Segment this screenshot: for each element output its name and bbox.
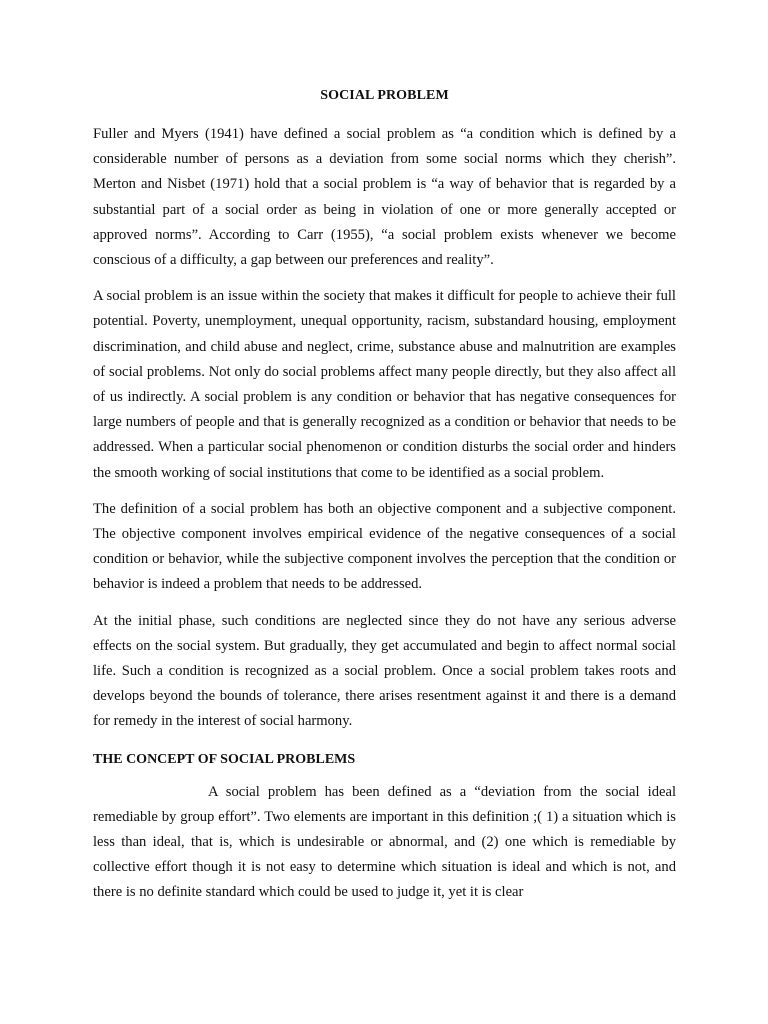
page-title: SOCIAL PROBLEM xyxy=(320,88,449,103)
section-heading: THE CONCEPT OF SOCIAL PROBLEMS xyxy=(93,751,356,767)
paragraph-examples: A social problem is an issue within the society that makes it difficult for people to achieve their full potential. Poverty, unemployment, unequal opportunity, racism, substandard housing, employment discrimination, and child abuse and neglect, crime, substance abuse and malnutrition are examples of social problems. Not only do social problems affect many people directly, but they also affect all of us indirectly. A social problem is any condition or behavior that has negative consequences for large numbers of people and that is generally recognized as a condition or behavior that needs to be addressed. When a particular social phenomenon or condition disturbs the social order and hinders the smooth working of social institutions that come to be identified as a social problem. xyxy=(93,288,676,481)
paragraph-concept: A social problem has been defined as a “deviation from the social ideal remediable by group effort”. Two elements are important in this definition ;( 1) a situation which is less than ideal, that is, which is undesirable or abnormal, and (2) one which is remediable by collective effort though it is not easy to determine which situation is ideal and which is not, and there is no definite standard which could be used to judge it, yet it is clear xyxy=(93,783,676,901)
document-body xyxy=(93,86,676,917)
paragraph-definitions: Fuller and Myers (1941) have defined a social problem as “a condition which is defined by a considerable number of persons as a deviation from some social norms which they cherish”. Merton and Nisbet (1971) hold that a social problem is “a way of behavior that is regarded by a substantial part of a social order as being in violation of one or more generally accepted or approved norms”. According to Carr (1955), “a social problem exists whenever we become conscious of a difficulty, a gap between our preferences and reality”. xyxy=(93,126,676,269)
paragraph-initial-phase: At the initial phase, such conditions are neglected since they do not have any serious adverse effects on the social system. But gradually, they get accumulated and begin to affect normal social life. Such a condition is recognized as a social problem. Once a social problem takes roots and develops beyond the bounds of tolerance, there arises resentment against it and there is a demand for remedy in the interest of social harmony. xyxy=(93,612,676,730)
paragraph-components: The definition of a social problem has both an objective component and a subjective component. The objective component involves empirical evidence of the negative consequences of a social condition or behavior, while the subjective component involves the perception that the condition or behavior is indeed a problem that needs to be addressed. xyxy=(93,500,676,593)
